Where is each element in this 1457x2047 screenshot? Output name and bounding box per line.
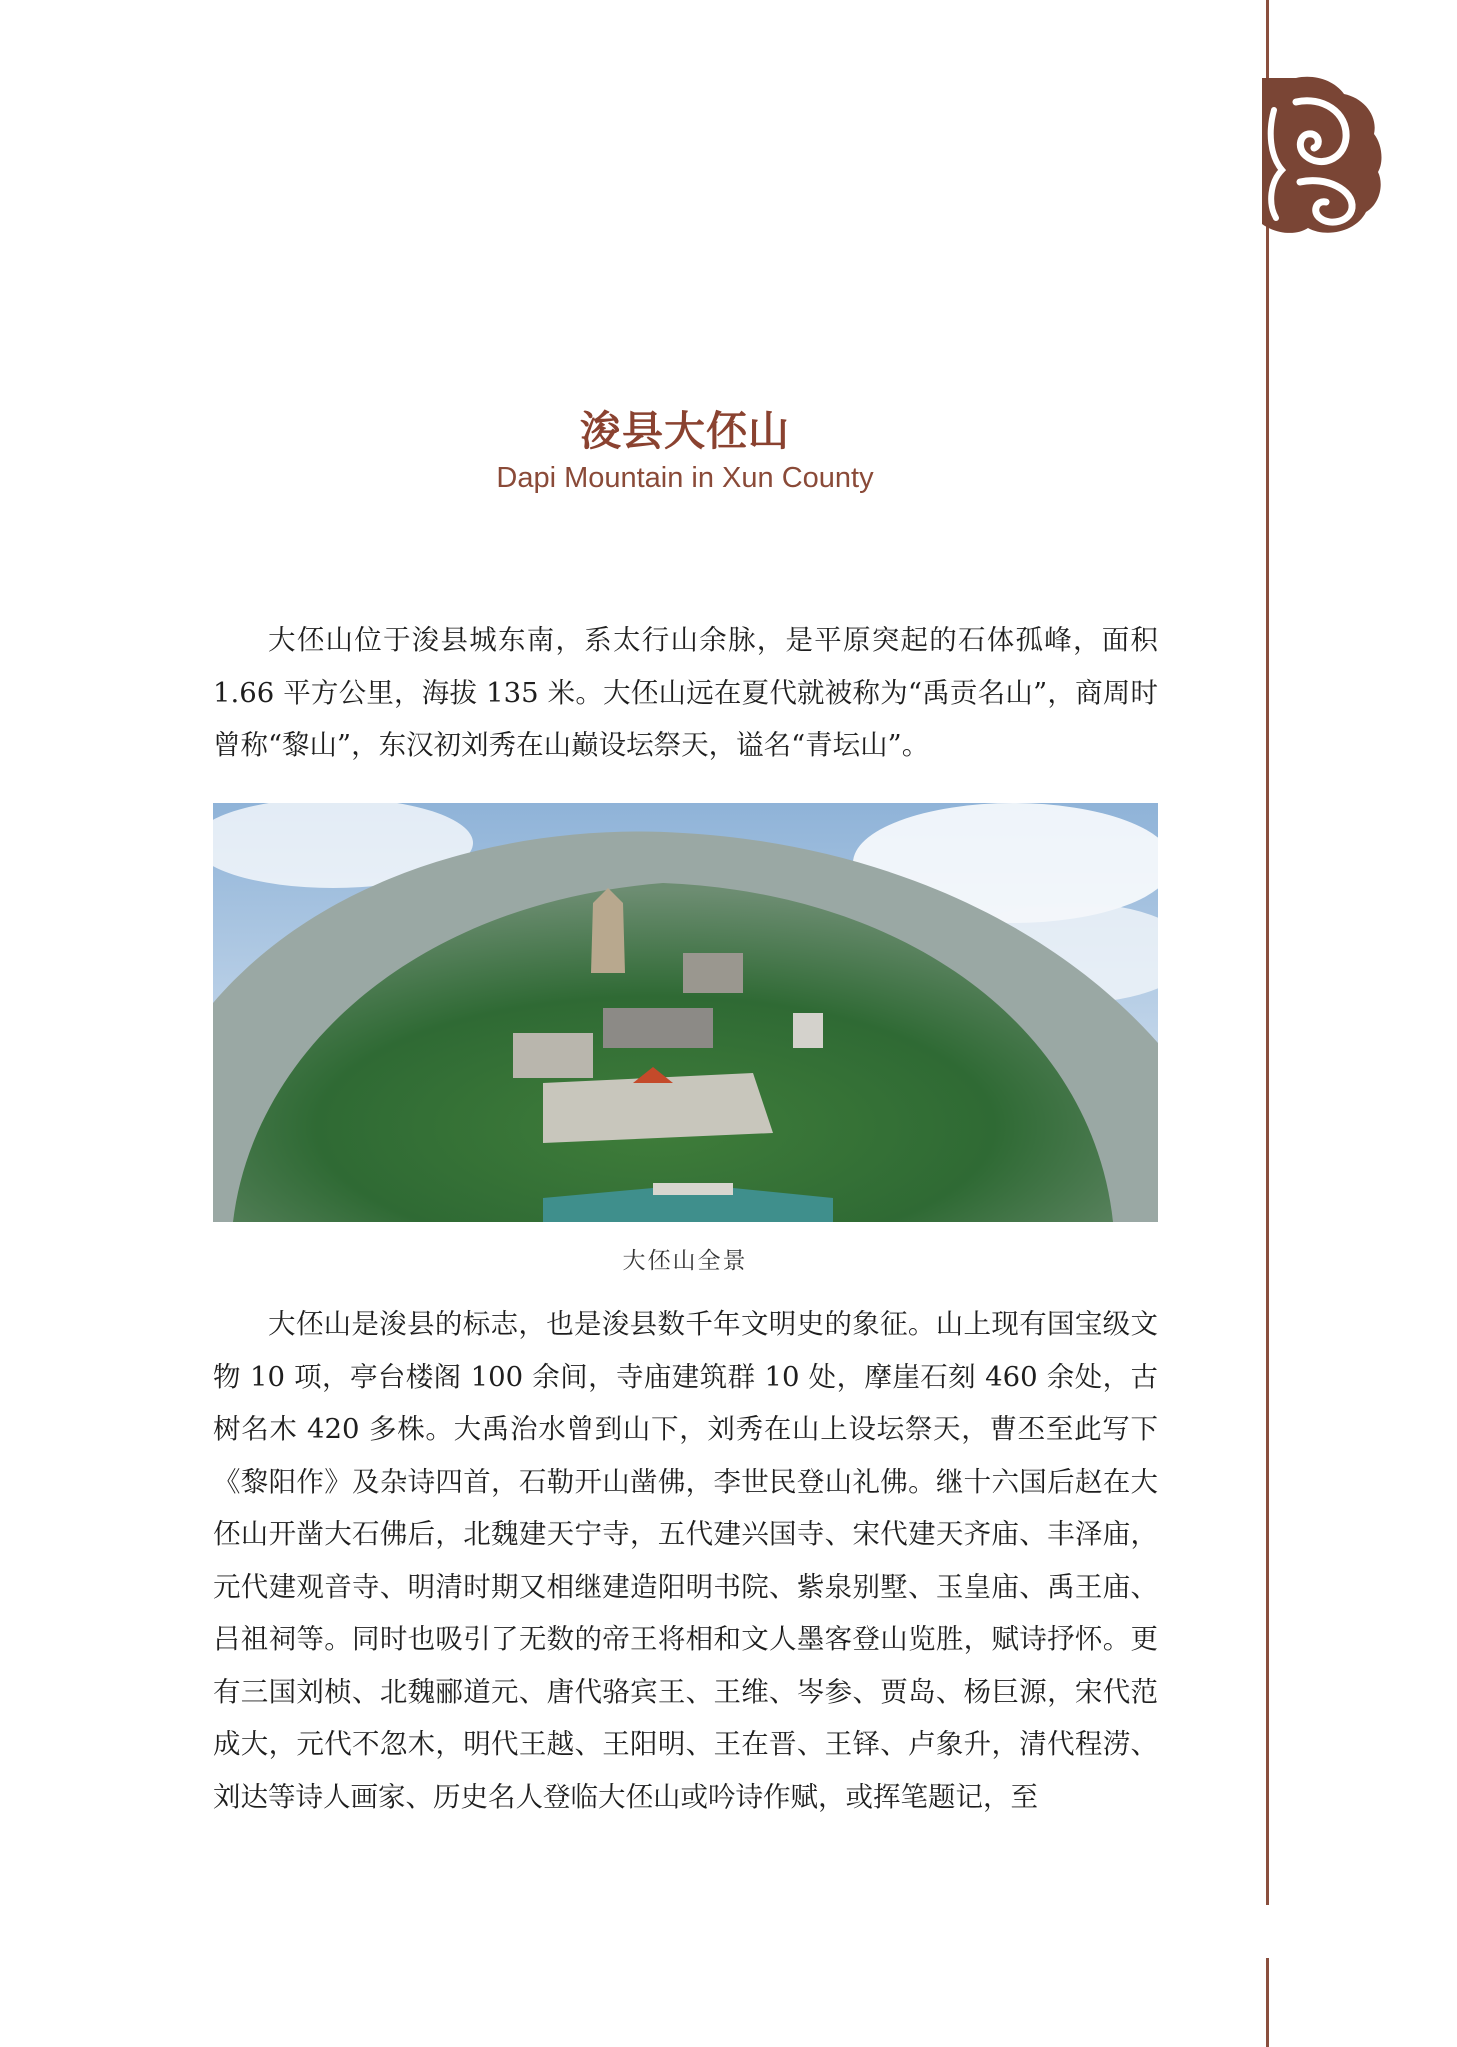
photo-caption: 大伾山全景 — [622, 1248, 748, 1274]
margin-rule-top — [1266, 0, 1269, 1905]
page-subtitle: Dapi Mountain in Xun County — [496, 462, 874, 494]
margin-rule-bottom — [1266, 1958, 1269, 2047]
paragraph-history: 大伾山是浚县的标志，也是浚县数千年文明史的象征。山上现有国宝级文物 10 项，亭台楼阁 100 余间，寺庙建筑群 10 处，摩崖石刻 460 余处，古树名木 420 多株。大禹治水曾到山下，刘秀在山上设坛祭天，曹丕至此写下《黎阳作》及杂诗四首，石勒开山凿佛，李世民登山礼佛。继十六国后赵在大伾山开凿大石佛后，北魏建天宁寺，五代建兴国寺、宋代建天齐庙、丰泽庙，元代建观音寺、明清时期又相继建造阳明书院、紫泉别墅、玉皇庙、禹王庙、吕祖祠等。同时也吸引了无数的帝王将相和文人墨客登山览胜，赋诗抒怀。更有三国刘桢、北魏郦道元、唐代骆宾王、王维、岑参、贾岛、杨巨源，宋代范成大，元代不忽木，明代王越、王阳明、王在晋、王铎、卢象升，清代程涝、刘达等诗人画家、历史名人登临大伾山或吟诗作赋，或挥笔题记，至 — [213, 1308, 1158, 1813]
page-title: 浚县大伾山 — [580, 407, 790, 455]
aerial-mountain-photo — [213, 803, 1158, 1222]
cloud-scroll-icon — [1256, 72, 1384, 240]
paragraph-intro: 大伾山位于浚县城东南，系太行山余脉，是平原突起的石体孤峰，面积 1.66 平方公里，海拔 135 米。大伾山远在夏代就被称为“禹贡名山”，商周时曾称“黎山”，东汉初刘秀在山巅设坛祭天，谥名“青坛山”。 — [213, 624, 1158, 761]
